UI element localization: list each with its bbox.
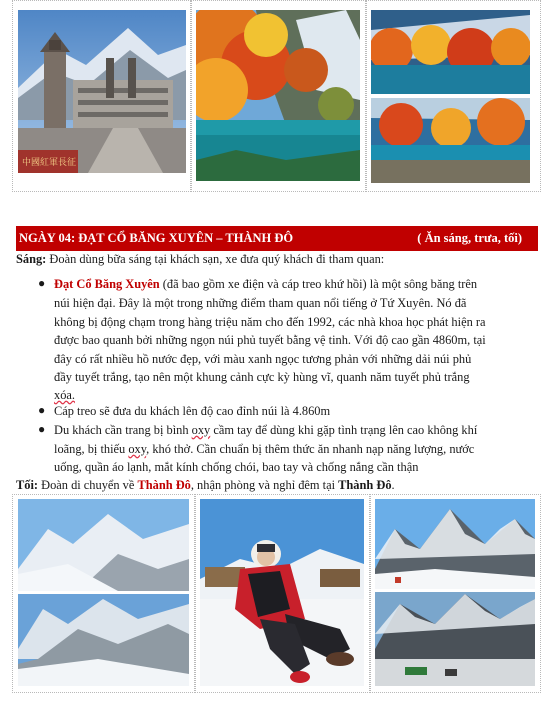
bullet-dot-1: ● [38,276,46,290]
day-meals: ( Ăn sáng, trưa, tối) [417,231,522,245]
autumn-lake-photo [196,10,360,181]
evening-text-a: Đoàn di chuyển về [38,478,138,492]
snowy-valley-photos [18,499,189,686]
oxygen-line-3: uống, quần áo lạnh, mắt kính chống chói, bao tay và chống nắng cần thận [54,460,419,474]
oxy-word-1: oxy [191,423,211,437]
morning-line [16,250,538,268]
oxygen-line-1b: cầm tay để dùng khi gặp tình trạng lên cao không khí [210,423,478,437]
evening-end: . [391,478,395,492]
dat-co-line-7: xóa. [54,388,75,402]
snow-peaks-photos [375,499,535,686]
oxy-word-2: oxy [128,442,147,456]
monument-sign-text: 中國紅軍長征 [22,158,77,168]
day-title: NGÀY 04: ĐẠT CỔ BĂNG XUYÊN – THÀNH ĐÔ [19,231,294,245]
autumn-reflection-photos [371,10,530,183]
evening-line [16,476,538,494]
dat-co-title: Đạt Cổ Băng Xuyên [54,277,160,291]
oxygen-line-2b: , khó thở. Cần chuẩn bị thêm thức ăn nhanh nạp năng lượng, nước [146,442,475,456]
evening-place-2: Thành Đô [338,478,392,492]
dat-co-line-6: đầy tuyết trắng, tạo nên một khung cảnh cực kỳ hùng vĩ, quanh năm tuyết phủ trắng [54,370,470,384]
dat-co-line-1: (đã bao gồm xe điện và cáp treo khứ hồi) là một sông băng trên [159,277,478,291]
dat-co-line-4: được bao quanh bởi những ngọn núi phủ tuyết bằng vệ tinh. Với độ cao gần 4860m, tại [54,333,486,347]
evening-label: Tối: [16,478,39,492]
evening-text-b: , nhận phòng và nghỉ đêm tại [190,478,339,492]
oxygen-line-2a: loãng, bị thiếu [54,442,129,456]
bullet-dot-3: ● [38,422,46,436]
dat-co-line-5: đây có rất nhiều hồ nước đẹp, với màu xanh ngọc tương phản với những dải núi phủ [54,352,472,366]
bullet-dot-2: ● [38,403,46,417]
evening-place-1: Thành Đô [137,478,191,492]
oxygen-line-1a: Du khách cần trang bị bình [54,423,192,437]
dat-co-line-2: núi hiện đại. Đây là một trong những điểm tham quan nổi tiếng ở Tứ Xuyên. Nó đã [54,296,467,310]
morning-text: Đoàn dùng bữa sáng tại khách sạn, xe đưa quý khách đi tham quan: [49,252,385,266]
morning-label: Sáng: [16,252,47,266]
cable-car-line: Cáp treo sẽ đưa du khách lên độ cao đỉnh núi là 4.860m [54,404,331,418]
tourist-in-snow-photo [200,499,364,686]
day-banner [16,226,538,251]
monument-photo [18,10,186,173]
dat-co-line-3: không bị động chạm trong hàng triệu năm cho đến 1992, các nhà khoa học phát hiện ra [54,315,486,329]
